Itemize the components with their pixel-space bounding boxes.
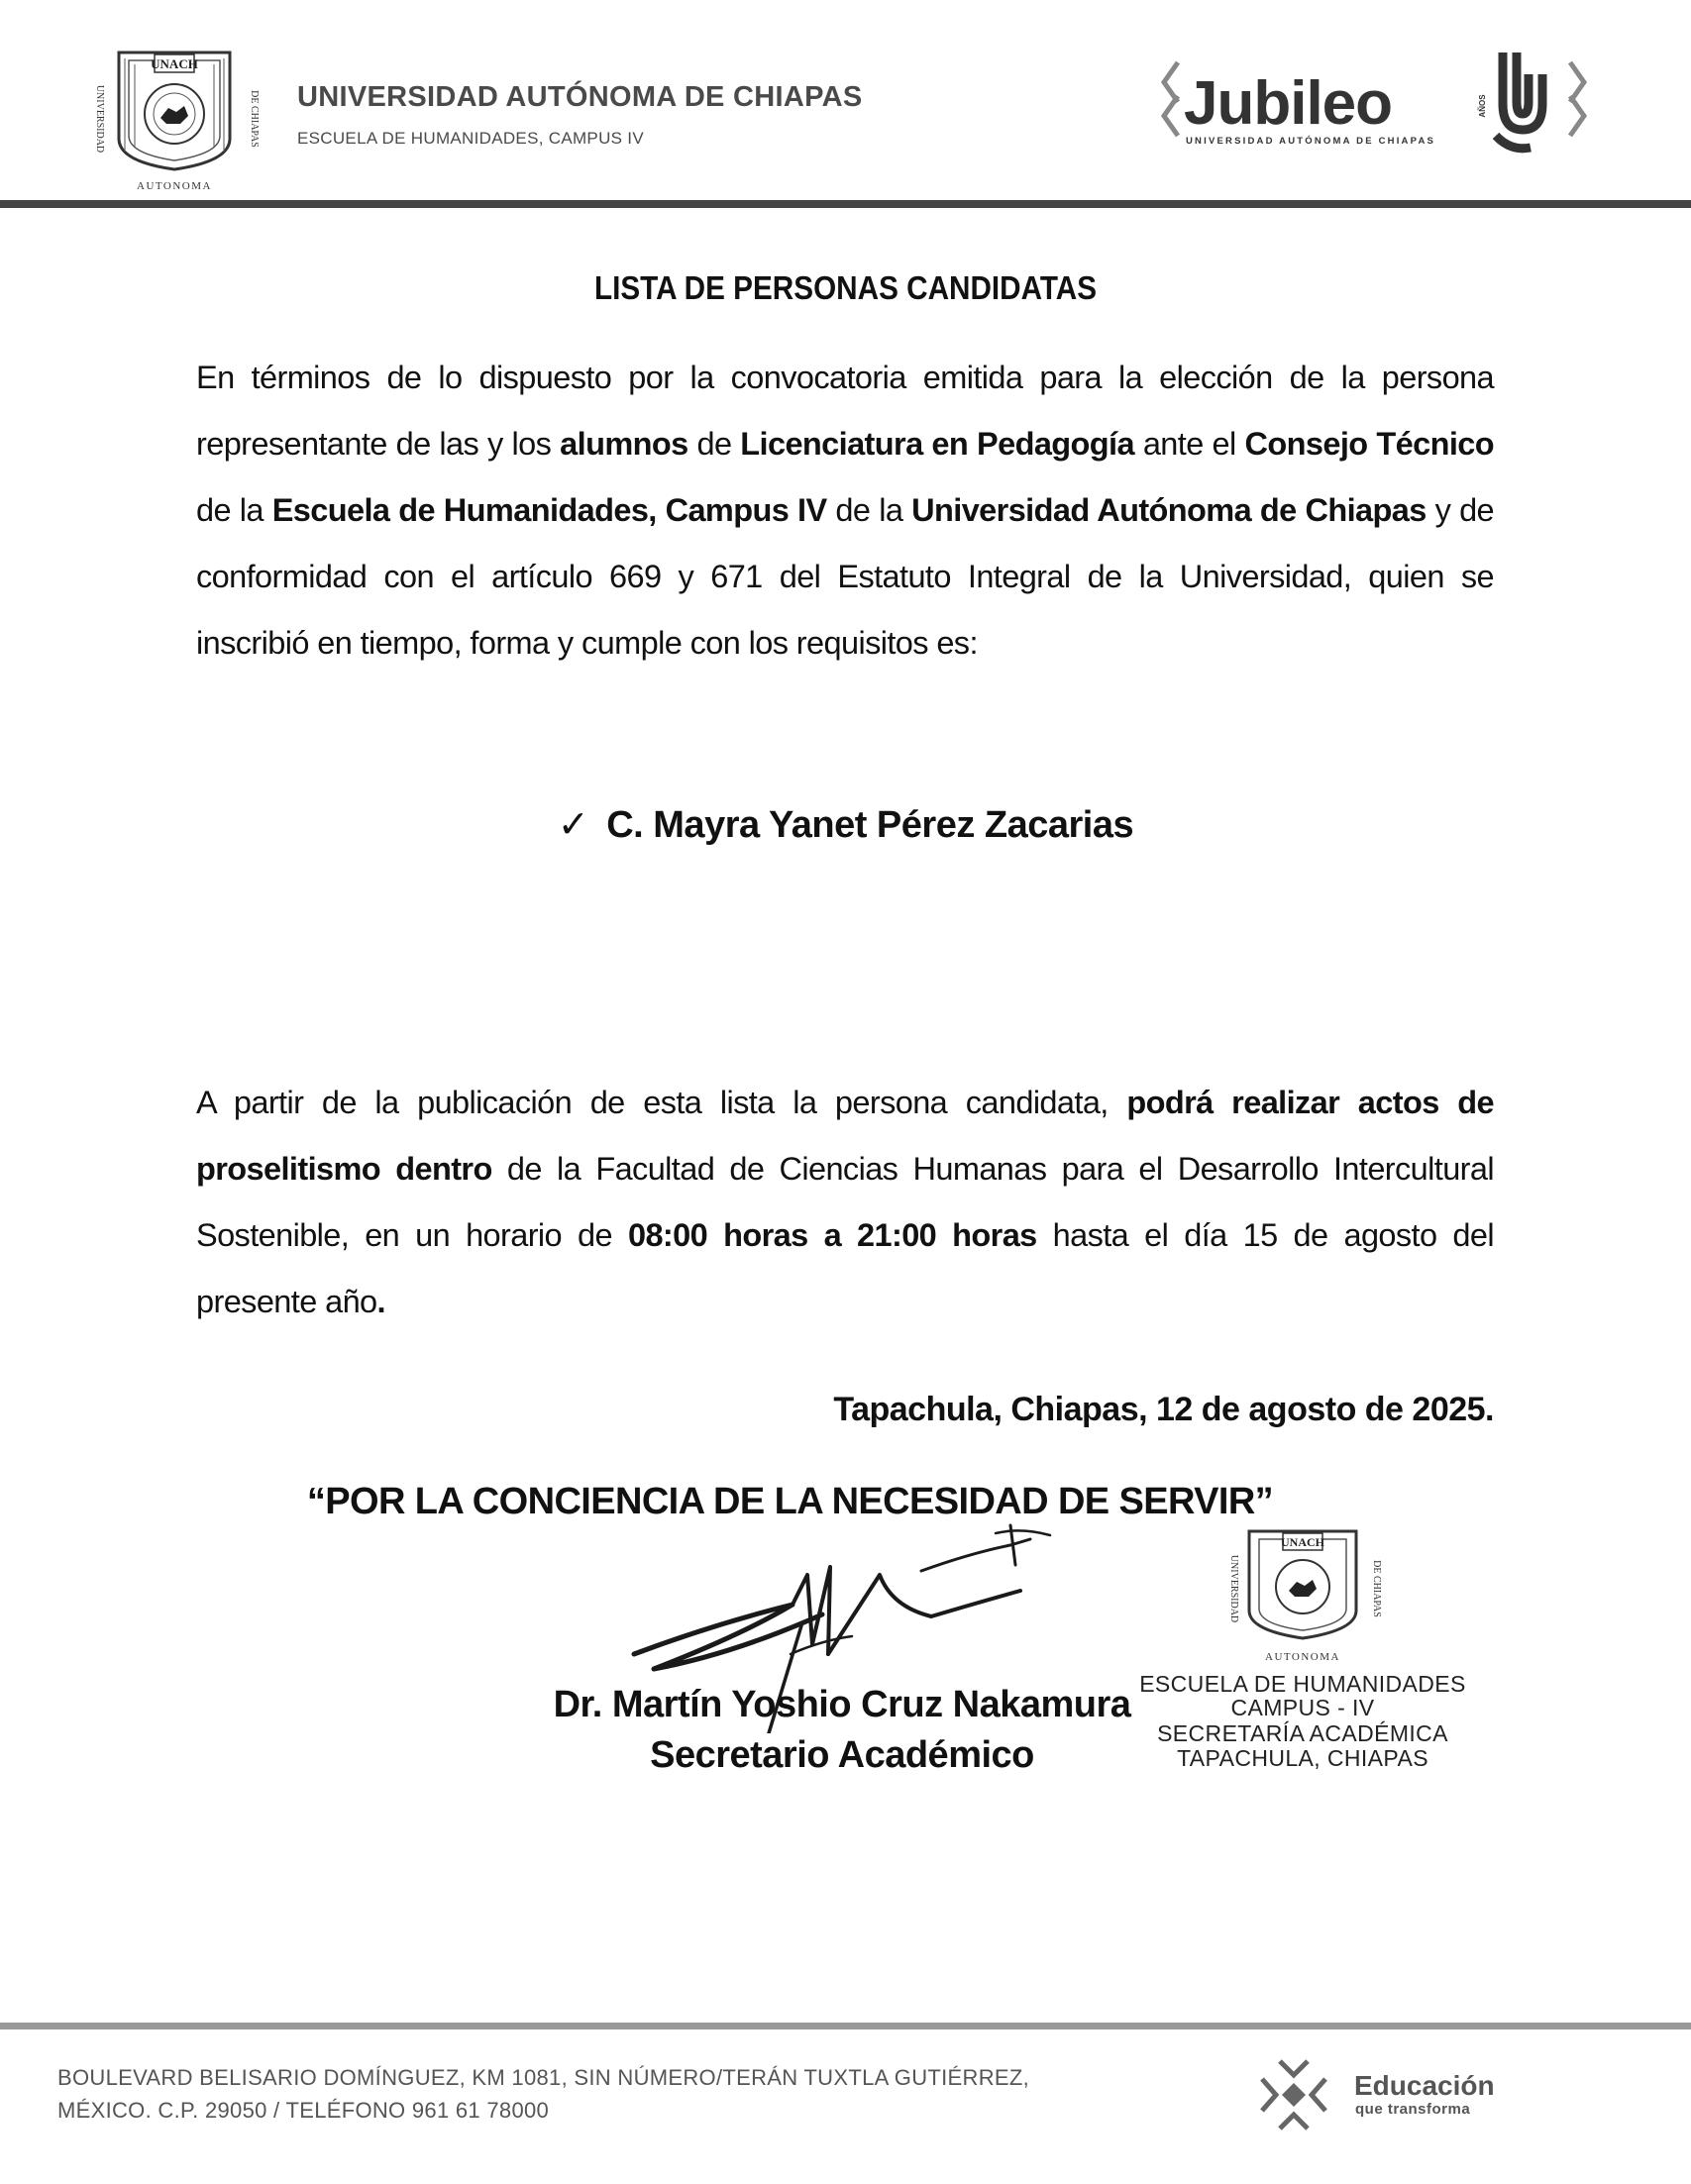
logo-right-arc-text: DE CHIAPAS	[249, 90, 260, 148]
campaign-text: de la Facultad de Ciencias Humanas para el Desarrollo Intercultural Sostenible, en un horario de	[196, 1151, 1494, 1253]
checkmark-icon: ✓	[557, 802, 589, 846]
intro-bold-students: alumnos	[560, 426, 688, 462]
signer-name: Dr. Martín Yoshio Cruz Nakamura	[553, 1684, 1131, 1725]
logo-top-text: UNACH	[151, 56, 198, 71]
candidate-name: C. Mayra Yanet Pérez Zacarias	[606, 804, 1134, 846]
candidate-entry	[0, 802, 1691, 847]
intro-bold-university: Universidad Autónoma de Chiapas	[911, 492, 1427, 528]
educacion-logo-icon	[1256, 2055, 1331, 2134]
intro-paragraph	[196, 345, 1494, 676]
chevron-left-icon	[1164, 62, 1178, 136]
signer-role: Secretario Académico	[650, 1734, 1034, 1776]
intro-bold-school: Escuela de Humanidades, Campus IV	[271, 492, 827, 528]
intro-bold-council: Consejo Técnico	[1244, 426, 1494, 462]
intro-bold-program: Licenciatura en Pedagogía	[740, 426, 1134, 462]
intro-text: de la	[196, 492, 272, 528]
jubileo-logo	[1154, 45, 1600, 163]
educacion-title: Educación	[1354, 2070, 1495, 2101]
school-name: ESCUELA DE HUMANIDADES, CAMPUS IV	[297, 129, 644, 148]
intro-text: de	[687, 426, 741, 462]
educacion-subtitle: que transforma	[1355, 2101, 1471, 2118]
campaign-bold-schedule: 08:00 horas a 21:00 horas	[627, 1217, 1037, 1253]
logo-bottom-text: AUTONOMA	[137, 180, 212, 192]
stamp-right-text: DE CHIAPAS	[1371, 1560, 1382, 1617]
unach-logo	[89, 45, 260, 193]
stamp-city-line: TAPACHULA, CHIAPAS	[1177, 1745, 1428, 1771]
stamp-left-text: UNIVERSIDAD	[1228, 1554, 1239, 1623]
campaign-text: A partir de la publicación de esta lista la persona candidata,	[196, 1085, 1127, 1120]
campaign-text: hasta el día 15 de agosto del presente año	[196, 1217, 1495, 1319]
stamp-school-line: ESCUELA DE HUMANIDADES	[1139, 1671, 1466, 1697]
footer-address-line1: BOULEVARD BELISARIO DOMÍNGUEZ, KM 1081, SIN NÚMERO/TERÁN TUXTLA GUTIÉRREZ,	[57, 2065, 1030, 2090]
campaign-bold-period: .	[376, 1284, 385, 1319]
jubileo-word: Jubileo	[1184, 69, 1393, 138]
footer-divider	[0, 2023, 1691, 2029]
document-title: LISTA DE PERSONAS CANDIDATAS	[593, 269, 1098, 306]
intro-text: de la	[826, 492, 912, 528]
logo-left-arc-text: UNIVERSIDAD	[94, 84, 105, 154]
jubileo-years-label: AÑOS	[1478, 94, 1487, 118]
intro-text: ante el	[1133, 426, 1245, 462]
stamp-office-line: SECRETARÍA ACADÉMICA	[1157, 1720, 1448, 1746]
header-divider	[0, 200, 1691, 208]
intro-text: En términos de lo dispuesto por la convocatoria emitida para la elección de la persona representante de las y los	[196, 360, 1494, 462]
place-and-date: Tapachula, Chiapas, 12 de agosto de 2025.	[833, 1391, 1494, 1428]
fifty-mark-icon	[1496, 52, 1542, 149]
stamp-top-text: UNACH	[1281, 1535, 1324, 1549]
chevron-right-icon	[1570, 62, 1584, 136]
stamp-campus-line: CAMPUS - IV	[1230, 1695, 1375, 1720]
motto-text: “POR LA CONCIENCIA DE LA NECESIDAD DE SERVIR”	[306, 1481, 1274, 1522]
campaign-bold-proselytism: podrá realizar actos de proselitismo dentro	[196, 1085, 1494, 1187]
footer-address-line2: MÉXICO. C.P. 29050 / TELÉFONO 961 61 78000	[57, 2098, 550, 2123]
stamp-bottom-text: AUTONOMA	[1265, 1651, 1340, 1663]
campaign-paragraph	[196, 1070, 1494, 1335]
jubileo-subtitle: UNIVERSIDAD AUTÓNOMA DE CHIAPAS	[1186, 136, 1436, 147]
institution-name: UNIVERSIDAD AUTÓNOMA DE CHIAPAS	[297, 81, 863, 113]
intro-text: y de conformidad con el artículo 669 y 671 del Estatuto Integral de la Universidad, quien se inscribió en tiempo, forma y cumple con los requisitos es:	[196, 492, 1495, 661]
official-stamp-seal	[1223, 1525, 1382, 1664]
